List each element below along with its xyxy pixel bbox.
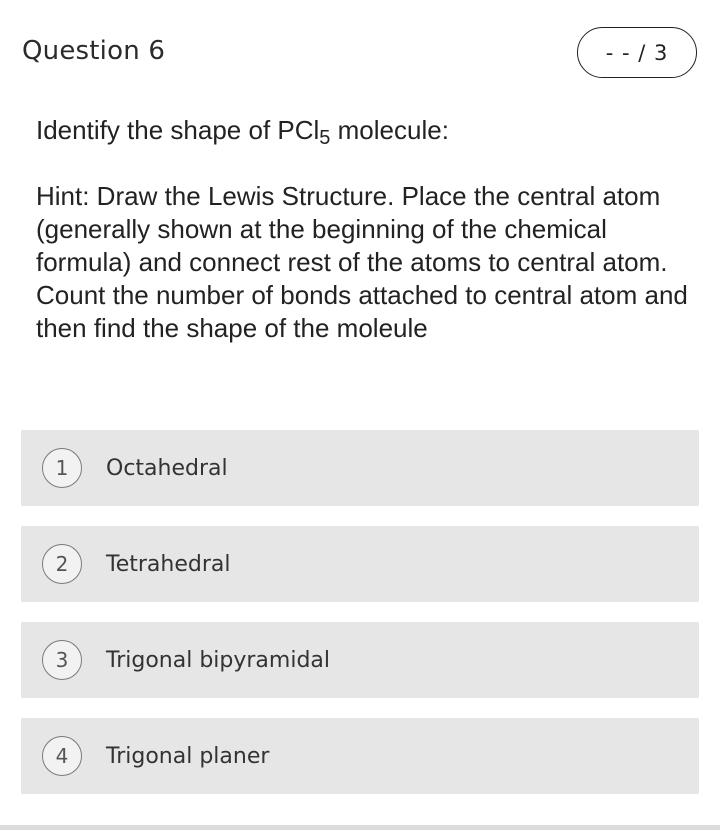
question-hint: Hint: Draw the Lewis Structure. Place the central atom (generally shown at the beginning of the chemical formula) and connect rest of the atoms to central atom. Count the number of bonds attached to central atom and then find the shape of the moleule [36, 181, 688, 343]
question-body [36, 114, 696, 345]
option-label: Trigonal planer [106, 743, 270, 769]
option-number-badge: 3 [42, 640, 82, 680]
option-number-badge: 1 [42, 448, 82, 488]
answer-option-2[interactable] [21, 526, 699, 602]
answer-option-3[interactable] [21, 622, 699, 698]
answer-option-1[interactable] [21, 430, 699, 506]
question-prompt [36, 114, 696, 147]
option-label: Trigonal bipyramidal [106, 647, 331, 673]
option-label: Octahedral [106, 455, 228, 481]
answer-option-4[interactable] [21, 718, 699, 794]
score-badge: - - / 3 [577, 27, 697, 78]
option-number-badge: 4 [42, 736, 82, 776]
prompt-suffix: molecule: [330, 115, 449, 145]
option-label: Tetrahedral [106, 551, 231, 577]
question-title: Question 6 [22, 36, 166, 66]
option-number-badge: 2 [42, 544, 82, 584]
answer-options [21, 430, 699, 814]
prompt-subscript: 5 [319, 127, 331, 149]
prompt-prefix: Identify the shape of PCl [36, 115, 320, 145]
bottom-divider [0, 825, 720, 830]
